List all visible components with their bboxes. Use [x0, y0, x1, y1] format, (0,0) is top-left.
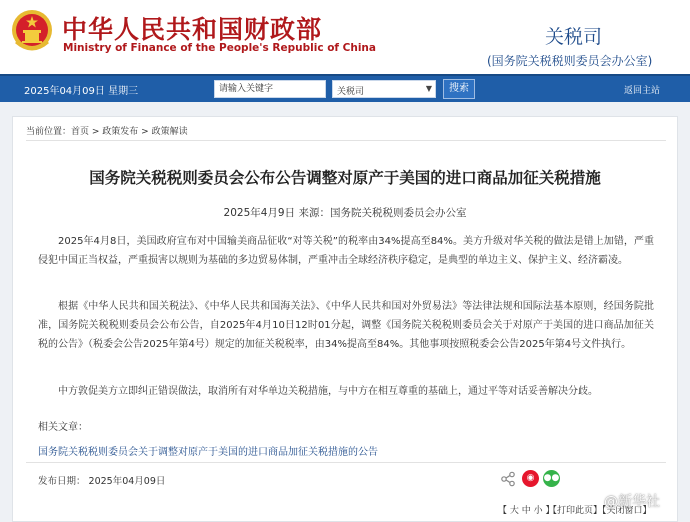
site-header: [0, 0, 690, 74]
home-link[interactable]: 返回主站: [624, 86, 661, 96]
search-scope-value: 关税司: [337, 87, 365, 97]
wechat-icon[interactable]: ●●: [543, 470, 560, 487]
publish-date: 发布日期： 2025年04月09日: [38, 476, 166, 487]
breadcrumb-prefix: 当前位置：: [26, 127, 72, 137]
breadcrumb-separator: >: [138, 127, 152, 137]
weibo-icon[interactable]: ◉: [522, 470, 539, 487]
breadcrumb-separator: >: [89, 127, 103, 137]
search-input[interactable]: [214, 80, 326, 98]
breadcrumb: [26, 124, 188, 137]
font-size-control[interactable]: 【 大 中 小 】: [498, 506, 555, 516]
divider: [26, 462, 666, 463]
watermark: @新华社: [604, 494, 660, 510]
share-icon[interactable]: [500, 471, 516, 487]
national-emblem-icon: [10, 8, 54, 54]
breadcrumb-item-home[interactable]: 首页: [71, 127, 90, 137]
print-close-control[interactable]: 【打印此页】【关闭窗口】: [548, 506, 652, 516]
article-meta: 2025年4月9日 来源：国务院关税税则委员会办公室: [223, 207, 467, 219]
article-title: 国务院关税税则委员会公布公告调整对原产于美国的进口商品加征关税措施: [89, 169, 601, 187]
article-paragraph: 根据《中华人民共和国关税法》、《中华人民共和国海关法》、《中华人民共和国对外贸易法》等法律法规和国际法基本原则，经国务院批准，国务院关税税则委员会公布公告，自2025年4月10日12时01分起，调整《国务院关税税则委员会关于对原产于美国的进口商品加征关税的公告》（税委会公告2025年第4号）规定的加征关税税率，由34%提高至84%。其他事项按照税委会公告2025年第4号文件执行。: [38, 301, 654, 350]
search-scope-select[interactable]: [332, 80, 436, 98]
breadcrumb-item-policy-release[interactable]: 政策发布: [102, 127, 139, 137]
article-paragraph: 中方敦促美方立即纠正错误做法，取消所有对华单边关税措施，与中方在相互尊重的基础上，通过平等对话妥善解决分歧。: [58, 386, 598, 397]
breadcrumb-item-policy-interpretation[interactable]: 政策解读: [151, 127, 188, 137]
article-paragraph: 2025年4月8日，美国政府宣布对中国输美商品征收“对等关税”的税率由34%提高至84%。美方升级对华关税的做法是错上加错，严重侵犯中国正当权益，严重损害以规则为基础的多边贸易体制，严重冲击全球经济秩序稳定，是典型的单边主义、保护主义、经济霸凌。: [38, 236, 654, 266]
search-button[interactable]: 搜索: [443, 79, 475, 99]
divider: [26, 140, 666, 141]
site-name-cn: 中华人民共和国财政部: [62, 15, 323, 44]
chevron-down-icon: ▼: [425, 84, 432, 93]
related-articles-heading: 相关文章：: [38, 422, 88, 433]
site-name-en: Ministry of Finance of the People's Republic of China: [63, 42, 376, 54]
nav-date: 2025年04月09日 星期三: [24, 86, 139, 97]
nav-bar: [0, 74, 690, 102]
department-name: 关税司: [545, 26, 603, 48]
department-subtitle: (国务院关税税则委员会办公室): [487, 54, 653, 68]
related-article-link[interactable]: 国务院关税税则委员会关于调整对原产于美国的进口商品加征关税措施的公告: [38, 447, 378, 458]
